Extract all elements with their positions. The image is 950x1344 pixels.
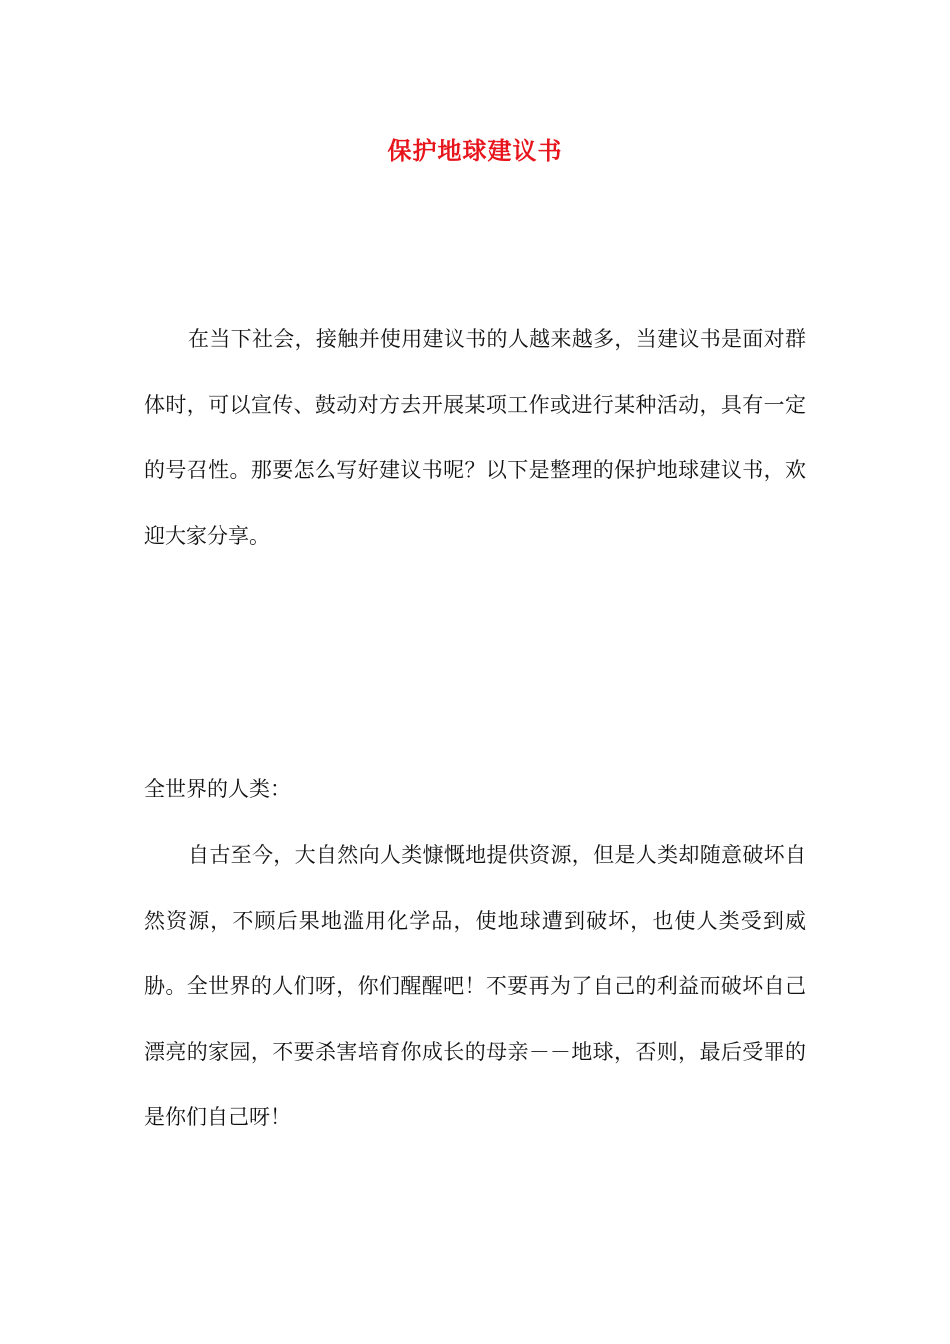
body-paragraph: 自古至今，大自然向人类慷慨地提供资源，但是人类却随意破坏自然资源，不顾后果地滥用化学品，使地球遭到破坏，也使人类受到威胁。全世界的人们呀，你们醒醒吧！不要再为了自己的利益而破坏自己漂亮的家园，不要杀害培育你成长的母亲－－地球，否则，最后受罪的是你们自己呀！ [144, 843, 806, 1129]
letter-greeting: 全世界的人类： [144, 777, 291, 801]
document-title: 保护地球建议书 [387, 136, 563, 165]
intro-paragraph: 在当下社会，接触并使用建议书的人越来越多，当建议书是面对群体时，可以宣传、鼓动对方去开展某项工作或进行某种活动，具有一定的号召性。那要怎么写好建议书呢？以下是整理的保护地球建议书，欢迎大家分享。 [144, 327, 806, 548]
